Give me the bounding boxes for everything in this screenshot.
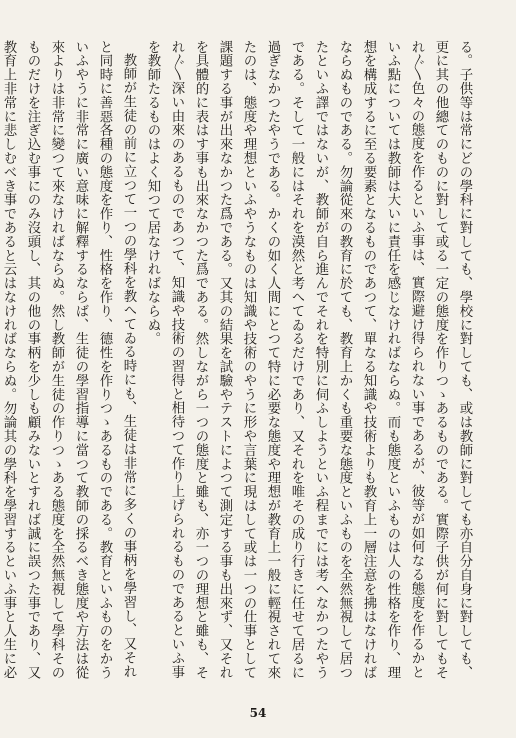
page-number: 54 — [249, 706, 267, 720]
paragraph: 教師が生徒の前に立つて一つの學科を教へてゐる時にも、生徒は非常に多くの事柄を學習し、又それと同時に善惡各種の態度を作り、性格を作り、德性を作りつゝあるものである。教育といふものをかういふやうに非常に廣い意味に解釋するならば、生徒の學習指導に當つて教師の採るべき態度や方法は從來よりは非常に變つて來なければならぬ。然し教師が生徒の作りつゝある態度を全然無視して學科そのものだけを注ぎ込む事にのみ沒頭し、其の他の事柄を少しも顧みないとすれば誠に誤つた事であり、又教育上非常に悲しむべき事であると云はなければならぬ。勿論其の學科を學習するといふ事と人生に必 — [1, 40, 136, 680]
body-text — [1, 40, 476, 680]
paragraph: る。子供等は常にどの學科に對しても、學校に對しても、或は教師に對しても亦自分自身に對しても、更に其の他總てのものに對して或る一定の態度を作りつゝあるものである。實際子供が何に對してもそれ〲色々の態度を作るといふ事は、實際避け得られない事であるが、彼等が如何なる態度を作るかといふ點については教師は大いに責任を感じなければならぬ。而も態度といふものは人の性格を作り、理想を構成するに至る要素となるものであつて、單なる知識や技術よりも教育上一層注意を拂はなければならぬものである。勿論從來の教育に於ても、教育上かくも重要な態度といふものを全然無視して居つたといふ譯ではないが、教師が自ら進んでそれを特別に伺ふしようといふ程までには考へなかつたやうである。そして一般にはそれを漠然と考へてゐるだけであり、又それを唯その成り行きに任せて居るに過ぎなかつたやうである。かくの如く人間にとつて特に必要な態度や理想が教育上一般に輕視されて來たのは、態度や理想といふやうなものは知識や技術のやうに形や言葉に現はして或は一つの仕事として課題する事が出來なかつた爲である。又其の結果を試驗やテストによつて測定する事も出來ず、又それを具體的に表はす事も出來なかつた爲である。然しながら一つの態度と雖も、亦一つの理想と雖も、それ〲深い由來のあるものであつて、知識や技術の習得と相待つて作り上げられるものであるといふ事を教師たるものはよく知つて居なければならぬ。 — [145, 40, 472, 680]
